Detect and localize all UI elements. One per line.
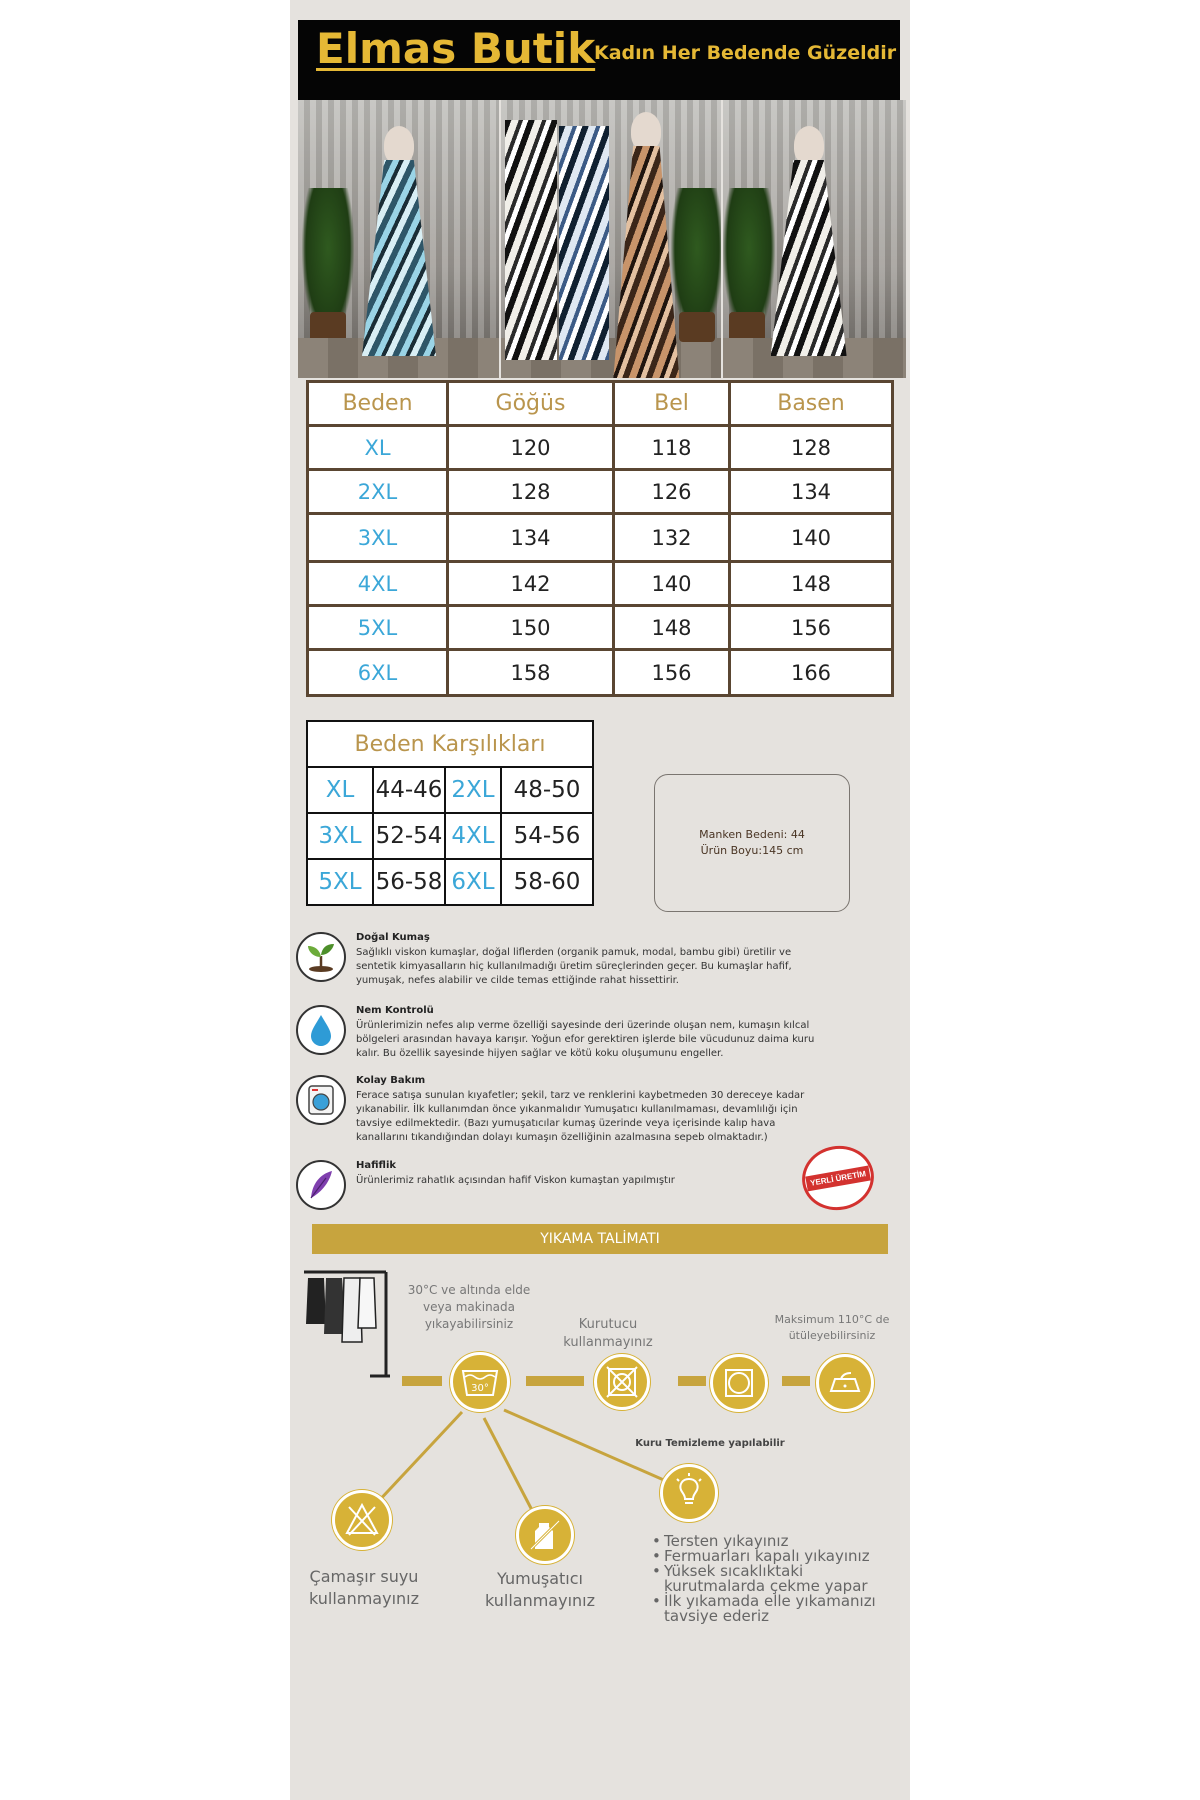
size-cell: 2XL bbox=[445, 767, 501, 813]
table-row bbox=[308, 650, 893, 696]
size-cell: 4XL bbox=[308, 562, 448, 606]
range-cell: 56-58 bbox=[373, 859, 445, 905]
product-photo-blue bbox=[298, 100, 499, 378]
product-photo-strip bbox=[298, 100, 906, 378]
feature-text: Ferace satışa sunulan kıyafetler; şekil, tarz ve renklerini kaybetmeden 30 dereceye kadar yıkanabilir. İlk kullanımdan önce yıkanmalıdır Yumuşatıcı kullanılmaması, devamlılığı için tavsiye edilmektedir. (Bazı yumuşatıcılar kumaş üzerinde veya içerisinde kalıp hava kanallarını tıkandığından dolayı kumaşın özelliğinin azalmasına sepeb olmaktadır.) bbox=[356, 1090, 805, 1143]
header-basen: Basen bbox=[730, 382, 893, 426]
wash-temperature-text: 30° bbox=[471, 1383, 489, 1394]
waist-cell: 140 bbox=[614, 562, 730, 606]
local-production-badge bbox=[797, 1140, 879, 1216]
clothes-rack-icon bbox=[300, 1264, 390, 1382]
water-drop-icon bbox=[296, 1005, 346, 1055]
hip-cell: 128 bbox=[730, 426, 893, 470]
product-photo-black-white bbox=[723, 100, 906, 378]
badge-text: YERLİ ÜRETİM bbox=[805, 1165, 871, 1191]
hip-cell: 140 bbox=[730, 514, 893, 562]
washing-instructions-title: YIKAMA TALİMATI bbox=[312, 1224, 888, 1254]
divider-dash bbox=[526, 1376, 584, 1386]
no-softener-label: Yumuşatıcı kullanmayınız bbox=[484, 1569, 596, 1610]
washing-tips-list bbox=[648, 1534, 898, 1624]
list-item: • Tersten yıkayınız bbox=[648, 1534, 898, 1549]
iron-label: Maksimum 110°C de ütüleyebilirsiniz bbox=[774, 1313, 890, 1342]
header-beden: Beden bbox=[308, 382, 448, 426]
feature-title: Hafiflik bbox=[356, 1160, 397, 1171]
hip-cell: 156 bbox=[730, 606, 893, 650]
chest-cell: 134 bbox=[448, 514, 614, 562]
feature-text: Ürünlerimizin nefes alıp verme özelliği sayesinde deri üzerinde oluşan nem, kumaşın kılcal bölgeleri arasından havaya karışır. Yoğun efor gerektiren işlerde bile vücudunuz daima kuru kalır. Bu özellik sayesinde hijyen sağlar ve kötü koku oluşumunu engeller. bbox=[356, 1020, 815, 1059]
chest-cell: 150 bbox=[448, 606, 614, 650]
table-row bbox=[307, 813, 593, 859]
feature-text: Sağlıklı viskon kumaşlar, doğal liflerden (organik pamuk, modal, bambu gibi) üretilir ve sentetik kimyasalların hiç kullanılmadığı üretim süreçlerinden geçer. Bu kumaşlar hafif, yumuşak, nefes alabilir ve cilde temas ettiğinde rahat hissettirir. bbox=[356, 947, 792, 986]
table-row bbox=[308, 606, 893, 650]
brand-name: Elmas Butik bbox=[316, 24, 596, 73]
size-cell: 3XL bbox=[307, 813, 373, 859]
hip-cell: 134 bbox=[730, 470, 893, 514]
product-length: Ürün Boyu:145 cm bbox=[700, 844, 804, 857]
header-gogus: Göğüs bbox=[448, 382, 614, 426]
size-cell: 4XL bbox=[445, 813, 501, 859]
model-figure bbox=[613, 112, 679, 378]
chest-cell: 128 bbox=[448, 470, 614, 514]
dryer-label: Kurutucu kullanmayınız bbox=[563, 1317, 653, 1350]
range-cell: 48-50 bbox=[501, 767, 593, 813]
divider-dash bbox=[402, 1376, 442, 1386]
size-chart-table bbox=[306, 380, 894, 697]
table-row bbox=[308, 562, 893, 606]
dry-clean-label: Kuru Temizleme yapılabilir bbox=[635, 1438, 785, 1449]
table-row bbox=[308, 426, 893, 470]
hip-cell: 148 bbox=[730, 562, 893, 606]
feature-title: Nem Kontrolü bbox=[356, 1005, 434, 1016]
table-row bbox=[308, 470, 893, 514]
divider-dash bbox=[678, 1376, 706, 1386]
size-cell: 6XL bbox=[308, 650, 448, 696]
range-cell: 54-56 bbox=[501, 813, 593, 859]
table-row bbox=[307, 859, 593, 905]
feature-title: Doğal Kumaş bbox=[356, 932, 430, 943]
size-chart-header-row bbox=[308, 382, 893, 426]
brand-slogan: Kadın Her Bedende Güzeldir bbox=[594, 42, 897, 64]
size-cell: 2XL bbox=[308, 470, 448, 514]
range-cell: 52-54 bbox=[373, 813, 445, 859]
table-row bbox=[308, 514, 893, 562]
chest-cell: 120 bbox=[448, 426, 614, 470]
header-banner bbox=[298, 20, 900, 100]
size-cell: 5XL bbox=[307, 859, 373, 905]
list-item: • Fermuarları kapalı yıkayınız bbox=[648, 1549, 898, 1564]
temperature-label: 30°C ve altında elde veya makinada yıkayabilirsiniz bbox=[407, 1283, 531, 1331]
size-cell: 3XL bbox=[308, 514, 448, 562]
model-size: Manken Bedeni: 44 bbox=[699, 827, 805, 841]
divider-dash bbox=[782, 1376, 810, 1386]
table-row bbox=[307, 767, 593, 813]
no-bleach-icon bbox=[332, 1490, 392, 1550]
no-softener-icon bbox=[516, 1506, 574, 1564]
waist-cell: 132 bbox=[614, 514, 730, 562]
waist-cell: 126 bbox=[614, 470, 730, 514]
size-cell: 5XL bbox=[308, 606, 448, 650]
feature-title: Kolay Bakım bbox=[356, 1075, 426, 1086]
list-item: • İlk yıkamada elle yıkamanızı tavsiye ederiz bbox=[648, 1594, 898, 1624]
model-figure bbox=[362, 126, 436, 356]
range-cell: 58-60 bbox=[501, 859, 593, 905]
product-info-sheet bbox=[290, 0, 910, 1800]
washing-machine-icon bbox=[296, 1075, 346, 1125]
size-cell: XL bbox=[307, 767, 373, 813]
waist-cell: 118 bbox=[614, 426, 730, 470]
feather-icon bbox=[296, 1160, 346, 1210]
model-info-box bbox=[654, 774, 850, 912]
hip-cell: 166 bbox=[730, 650, 893, 696]
waist-cell: 156 bbox=[614, 650, 730, 696]
chest-cell: 142 bbox=[448, 562, 614, 606]
size-correspondence-table bbox=[306, 720, 594, 906]
model-figure bbox=[771, 126, 847, 356]
sprout-icon bbox=[296, 932, 346, 982]
feature-text: Ürünlerimiz rahatlık açısından hafif Viskon kumaştan yapılmıştır bbox=[356, 1175, 675, 1186]
size-cell: 6XL bbox=[445, 859, 501, 905]
range-cell: 44-46 bbox=[373, 767, 445, 813]
size-cell: XL bbox=[308, 426, 448, 470]
dry-clean-icon bbox=[660, 1464, 718, 1522]
waist-cell: 148 bbox=[614, 606, 730, 650]
header-bel: Bel bbox=[614, 382, 730, 426]
product-photo-rack bbox=[501, 100, 720, 378]
chest-cell: 158 bbox=[448, 650, 614, 696]
correspondence-title: Beden Karşılıkları bbox=[307, 721, 593, 767]
no-bleach-label: Çamaşır suyu kullanmayınız bbox=[308, 1567, 420, 1608]
list-item: • Yüksek sıcaklıktaki kurutmalarda çekme yapar bbox=[648, 1564, 898, 1594]
